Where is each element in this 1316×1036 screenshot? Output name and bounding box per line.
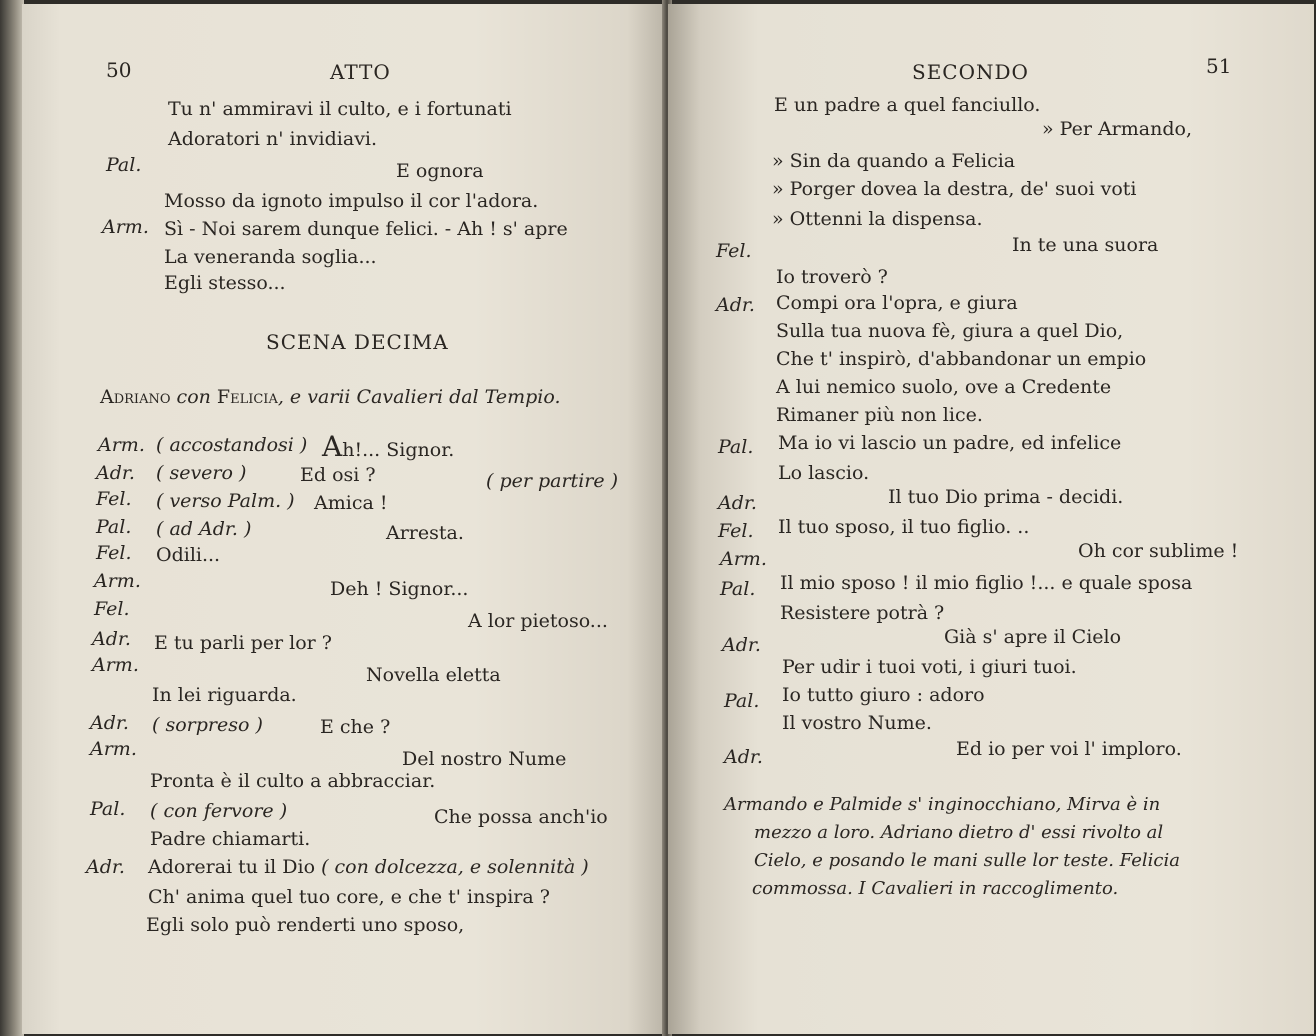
character-name: Adriano bbox=[100, 386, 171, 408]
verse-line: Resistere potrà ? bbox=[780, 602, 945, 624]
verse-line: Già s' apre il Cielo bbox=[944, 626, 1122, 648]
verse-line: Rimaner più non lice. bbox=[776, 404, 983, 426]
verse-line: Per udir i tuoi voti, i giuri tuoi. bbox=[782, 656, 1077, 678]
verse-line: » Per Armando, bbox=[1042, 118, 1192, 140]
verse-line: Padre chiamarti. bbox=[150, 828, 311, 850]
verse-line: In te una suora bbox=[1012, 234, 1159, 256]
speaker-label: Adr. bbox=[92, 628, 131, 650]
speaker-label: Pal. bbox=[718, 436, 754, 458]
verse-line: Sulla tua nuova fè, giura a quel Dio, bbox=[776, 320, 1124, 342]
stage-direction: ( con dolcezza, e solennità ) bbox=[321, 856, 589, 878]
verse-line bbox=[148, 856, 589, 878]
speaker-label: Adr. bbox=[96, 462, 135, 484]
verse-line: » Sin da quando a Felicia bbox=[772, 150, 1016, 172]
speaker-label: Arm. bbox=[720, 548, 767, 570]
verse-line: Del nostro Nume bbox=[402, 748, 567, 770]
verse-line: E che ? bbox=[320, 716, 391, 738]
verse-line: Io troverò ? bbox=[776, 266, 888, 288]
speaker-label: Pal. bbox=[96, 516, 132, 538]
verse-line: Egli solo può renderti uno sposo, bbox=[146, 914, 465, 936]
stage-direction: mezzo a loro. Adriano dietro d' essi rivolto al bbox=[754, 822, 1164, 843]
verse-line: Mosso da ignoto impulso il cor l'adora. bbox=[164, 190, 539, 212]
stage-direction: ( sorpreso ) bbox=[152, 714, 263, 736]
speaker-label: Adr. bbox=[716, 294, 755, 316]
speaker-label: Adr. bbox=[724, 746, 763, 768]
verse-line: Novella eletta bbox=[366, 664, 501, 686]
speaker-label: Arm. bbox=[92, 654, 139, 676]
stage-direction: ( con fervore ) bbox=[150, 800, 288, 822]
verse-line: Egli stesso... bbox=[164, 272, 286, 294]
stage-direction: ( accostandosi ) bbox=[156, 434, 308, 456]
verse-line: Che possa anch'io bbox=[434, 806, 608, 828]
verse-line: Pronta è il culto a abbracciar. bbox=[150, 770, 436, 792]
verse-line: E tu parli per lor ? bbox=[154, 632, 332, 654]
verse-line: Deh ! Signor... bbox=[330, 578, 469, 600]
speaker-label: Pal. bbox=[720, 578, 756, 600]
verse-line: Ed osi ? bbox=[300, 464, 376, 486]
verse-line: Ch' anima quel tuo core, e che t' inspira ? bbox=[148, 886, 550, 908]
book-edge bbox=[0, 0, 24, 1036]
page-number-left: 50 bbox=[106, 58, 132, 82]
verse-line: Il tuo sposo, il tuo figlio. .. bbox=[778, 516, 1030, 538]
stage-word: , e varii Cavalieri dal Tempio. bbox=[277, 386, 561, 408]
verse-line: Arresta. bbox=[386, 522, 464, 544]
verse-line: Lo lascio. bbox=[778, 462, 870, 484]
initial-letter: A bbox=[322, 430, 343, 463]
page-number-right: 51 bbox=[1206, 54, 1232, 78]
verse-line: La veneranda soglia... bbox=[164, 246, 377, 268]
verse-line: Oh cor sublime ! bbox=[1078, 540, 1239, 562]
speaker-label: Pal. bbox=[106, 154, 142, 176]
right-page bbox=[668, 4, 1314, 1034]
verse-line: Il vostro Nume. bbox=[782, 712, 932, 734]
stage-direction: Armando e Palmide s' inginocchiano, Mirva è in bbox=[724, 794, 1161, 815]
speaker-label: Arm. bbox=[94, 570, 141, 592]
speaker-label: Arm. bbox=[102, 216, 149, 238]
speaker-label: Pal. bbox=[724, 690, 760, 712]
stage-direction: ( ad Adr. ) bbox=[156, 518, 252, 540]
scene-title: SCENA DECIMA bbox=[266, 330, 449, 354]
speaker-label: Arm. bbox=[90, 738, 137, 760]
stage-word: con bbox=[176, 386, 211, 408]
character-name: Felicia bbox=[216, 386, 278, 408]
verse-line: Io tutto giuro : adoro bbox=[782, 684, 985, 706]
stage-direction: ( verso Palm. ) bbox=[156, 490, 295, 512]
speaker-label: Adr. bbox=[86, 856, 125, 878]
verse-line: Sì - Noi sarem dunque felici. - Ah ! s' apre bbox=[164, 218, 568, 240]
verse-line bbox=[322, 430, 454, 463]
speaker-label: Fel. bbox=[96, 542, 132, 564]
verse-text: h!... Signor. bbox=[342, 439, 455, 461]
stage-direction bbox=[100, 386, 561, 408]
verse-line: E ognora bbox=[396, 160, 484, 182]
stage-direction: ( severo ) bbox=[156, 462, 247, 484]
verse-line: In lei riguarda. bbox=[152, 684, 297, 706]
running-header-right: SECONDO bbox=[912, 60, 1029, 84]
verse-line: Ma io vi lascio un padre, ed infelice bbox=[778, 432, 1122, 454]
stage-direction: commossa. I Cavalieri in raccoglimento. bbox=[752, 878, 1119, 899]
verse-line: Amica ! bbox=[314, 492, 388, 514]
verse-line: Il mio sposo ! il mio figlio !... e quale sposa bbox=[780, 572, 1193, 594]
speaker-label: Fel. bbox=[718, 520, 754, 542]
speaker-label: Adr. bbox=[90, 712, 129, 734]
speaker-label: Adr. bbox=[718, 492, 757, 514]
verse-line: Il tuo Dio prima - decidi. bbox=[888, 486, 1124, 508]
speaker-label: Fel. bbox=[96, 488, 132, 510]
verse-line: Compi ora l'opra, e giura bbox=[776, 292, 1018, 314]
verse-line: A lor pietoso... bbox=[468, 610, 608, 632]
verse-line: Adoratori n' invidiavi. bbox=[168, 128, 378, 150]
verse-line: A lui nemico suolo, ove a Credente bbox=[776, 376, 1112, 398]
stage-direction: ( per partire ) bbox=[486, 470, 619, 492]
left-page bbox=[22, 4, 666, 1034]
speaker-label: Pal. bbox=[90, 798, 126, 820]
verse-text: Adorerai tu il Dio bbox=[148, 856, 316, 878]
speaker-label: Fel. bbox=[716, 240, 752, 262]
verse-line: E un padre a quel fanciullo. bbox=[774, 94, 1041, 116]
speaker-label: Adr. bbox=[722, 634, 761, 656]
speaker-label: Fel. bbox=[94, 598, 130, 620]
verse-line: » Porger dovea la destra, de' suoi voti bbox=[772, 178, 1137, 200]
verse-line: Ed io per voi l' imploro. bbox=[956, 738, 1182, 760]
stage-direction: Cielo, e posando le mani sulle lor teste. Felicia bbox=[754, 850, 1180, 871]
running-header-left: ATTO bbox=[330, 60, 391, 84]
verse-line: Che t' inspirò, d'abbandonar un empio bbox=[776, 348, 1147, 370]
speaker-label: Arm. bbox=[98, 434, 145, 456]
verse-line: Tu n' ammiravi il culto, e i fortunati bbox=[168, 98, 512, 120]
verse-line: Odili... bbox=[156, 544, 221, 566]
verse-line: » Ottenni la dispensa. bbox=[772, 208, 983, 230]
